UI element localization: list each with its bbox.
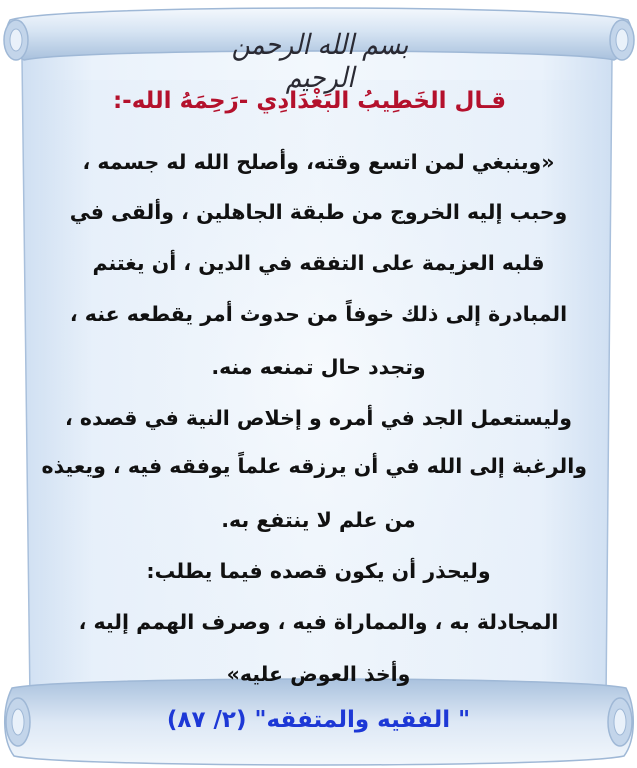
- quote-line: قلبه العزيمة على التفقه في الدين ، أن يغتنم: [92, 251, 545, 275]
- quote-line: وتجدد حال تمنعه منه.: [211, 355, 426, 379]
- quote-line: والرغبة إلى الله في أن يرزقه علماً يوفقه فيه ، ويعيذه: [41, 454, 587, 478]
- quote-line: وليحذر أن يكون قصده فيما يطلب:: [146, 559, 491, 583]
- source-citation: " الفقيه والمتفقه" (٢/ ٨٧): [166, 707, 471, 733]
- quote-line: وأخذ العوض عليه»: [226, 662, 411, 686]
- quote-line: وحبب إليه الخروج من طبقة الجاهلين ، وألقى في: [69, 200, 568, 224]
- basmala-text: بسم الله الرحمن الرحيم: [231, 28, 409, 94]
- speaker-heading: قـال الخَطِيبُ البَغْدَادِي -رَحِمَهُ الله-:: [112, 88, 507, 114]
- basmala-calligraphy: [200, 22, 440, 94]
- quote-line: المبادرة إلى ذلك خوفاً من حدوث أمر يقطعه عنه ،: [69, 302, 568, 326]
- quote-line: من علم لا ينتفع به.: [221, 508, 416, 532]
- quote-line: «وينبغي لمن اتسع وقته، وأصلح الله له جسمه ،: [82, 150, 555, 174]
- quote-line: وليستعمل الجد في أمره و إخلاص النية في قصده ،: [64, 406, 573, 430]
- quote-line: المجادلة به ، والمماراة فيه ، وصرف الهمم إليه ،: [78, 610, 559, 634]
